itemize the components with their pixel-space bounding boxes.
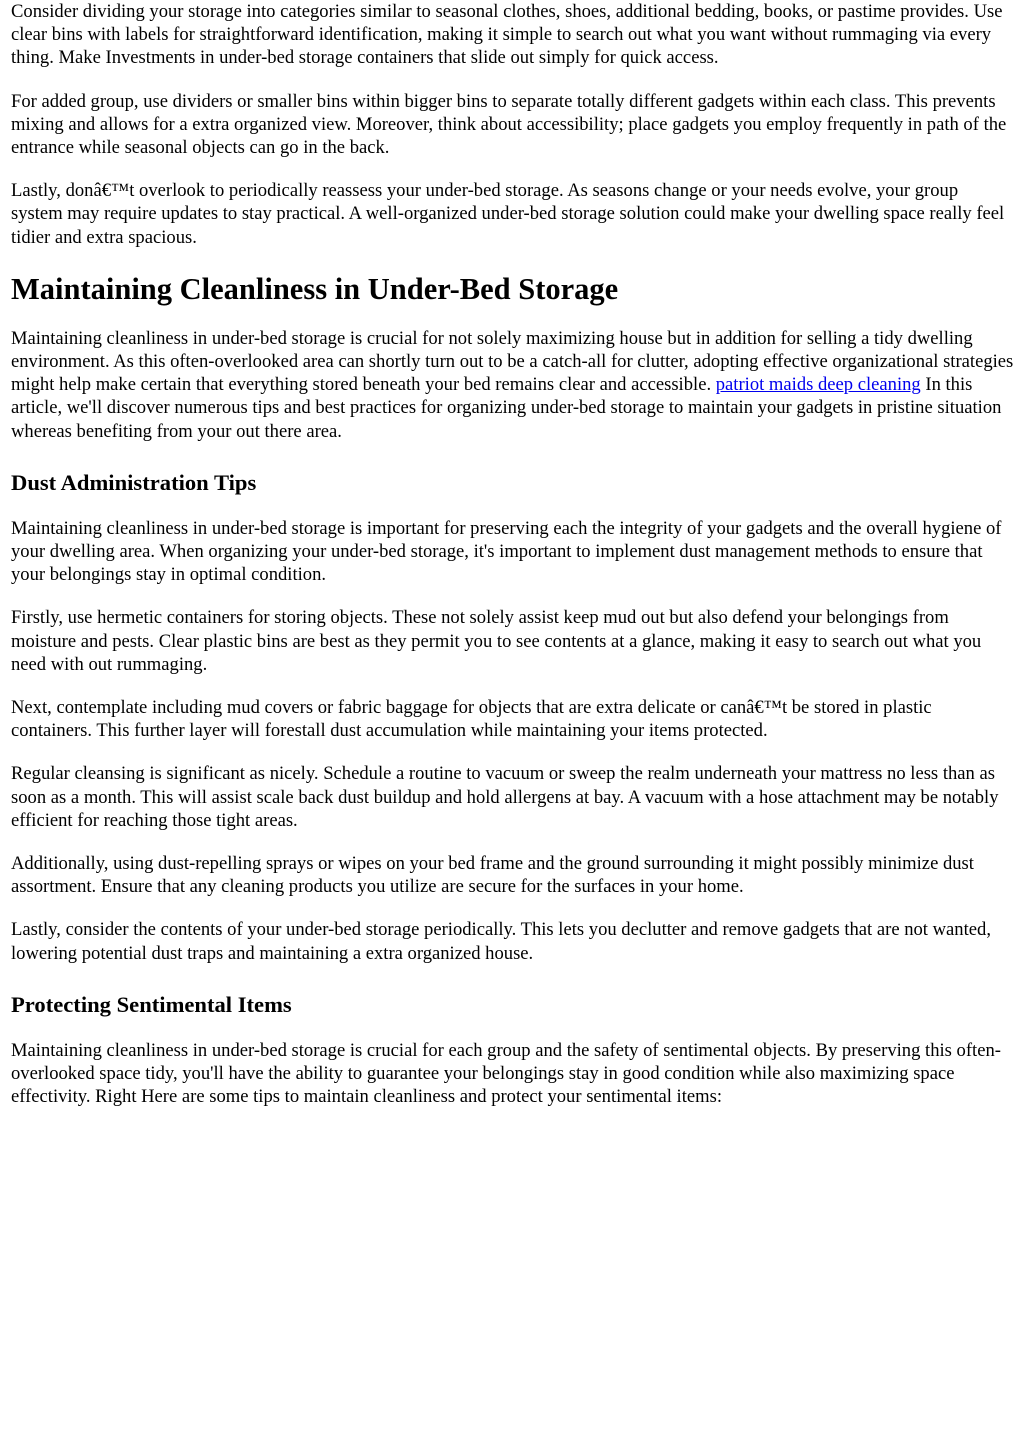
intro-paragraph-3: Lastly, donâ€™t overlook to periodically reassess your under-bed storage. As seasons change or your needs evolve, your group system may require updates to stay practical. A well-organized under-bed storage solution could make your dwelling space really feel tidier and extra spacious.	[11, 180, 1005, 248]
sentimental-section-heading: Protecting Sentimental Items	[11, 991, 292, 1017]
main-section-heading: Maintaining Cleanliness in Under-Bed Storage	[11, 271, 619, 306]
main-section-intro	[11, 327, 1014, 443]
dust-paragraph-3: Next, contemplate including mud covers or fabric baggage for objects that are extra delicate or canâ€™t be stored in plastic containers. This further layer will forestall dust accumulation while maintaining your items protected.	[11, 697, 932, 742]
sentimental-paragraph-1: Maintaining cleanliness in under-bed storage is crucial for each group and the safety of sentimental objects. By preserving this often-overlooked space tidy, you'll have the ability to guarantee your belongings stay in good condition while also maximizing space effectivity. Right Here are some tips to maintain cleanliness and protect your sentimental items:	[11, 1039, 1001, 1108]
patriot-maids-link[interactable]: patriot maids deep cleaning	[715, 374, 921, 396]
intro-text-after-link: In this article, we'll discover numerous tips and best practices for organizing under-bed storage to maintain your gadgets in pristine situation whereas benefiting from your out there area.	[11, 374, 1002, 442]
dust-paragraph-1: Maintaining cleanliness in under-bed storage is important for preserving each the integrity of your gadgets and the overall hygiene of your dwelling area. When organizing your under-bed storage, it's important to implement dust management methods to ensure that your belongings stay in optimal condition.	[11, 517, 1002, 586]
dust-paragraph-2: Firstly, use hermetic containers for storing objects. These not solely assist keep mud out but also defend your belongings from moisture and pests. Clear plastic bins are best as they permit you to see contents at a glance, making it easy to search out what you need with out rummaging.	[11, 607, 982, 675]
dust-paragraph-5: Additionally, using dust-repelling sprays or wipes on your bed frame and the ground surrounding it might possibly minimize dust assortment. Ensure that any cleaning products you utilize are secure for the surfaces in your home.	[11, 853, 974, 898]
intro-text-before-link: Maintaining cleanliness in under-bed storage is crucial for not solely maximizing house but in addition for selling a tidy dwelling environment. As this often-overlooked area can shortly turn out to be a catch-all for clutter, adopting effective organizational strategies might help make certain that everything stored beneath your bed remains clear and accessible.	[11, 327, 1014, 396]
dust-paragraph-6: Lastly, consider the contents of your under-bed storage periodically. This lets you declutter and remove gadgets that are not wanted, lowering potential dust traps and maintaining a extra organized house.	[11, 919, 991, 964]
dust-section-heading: Dust Administration Tips	[11, 469, 257, 495]
intro-paragraph-1: Consider dividing your storage into categories similar to seasonal clothes, shoes, additional bedding, books, or pastime provides. Use clear bins with labels for straightforward identification, making it simple to search out what you want without rummaging via every thing. Make Investments in under-bed storage containers that slide out simply for quick access.	[11, 1, 1003, 69]
intro-paragraph-2: For added group, use dividers or smaller bins within bigger bins to separate totally different gadgets within each class. This prevents mixing and allows for a extra organized view. Moreover, think about accessibility; place gadgets you employ frequently in path of the entrance while seasonal objects can go in the back.	[11, 90, 1007, 159]
dust-paragraph-4: Regular cleansing is significant as nicely. Schedule a routine to vacuum or sweep the realm underneath your mattress no less than as soon as a month. This will assist scale back dust buildup and hold allergens at bay. A vacuum with a hose attachment may be notably efficient for reaching those tight areas.	[11, 763, 999, 831]
